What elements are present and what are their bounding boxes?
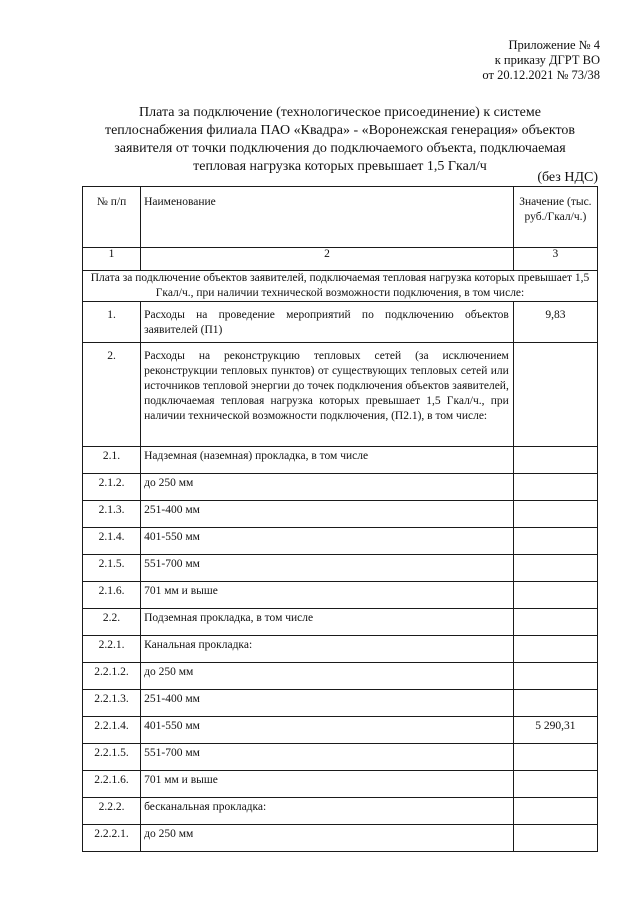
row-name: 551-700 мм <box>144 747 200 759</box>
row-number: 2.2.1.3. <box>94 693 129 705</box>
row-number: 2.2.1. <box>98 639 125 651</box>
table-header-row <box>83 187 598 248</box>
row-value <box>514 663 597 667</box>
table-row <box>83 555 598 582</box>
row-name: Канальная прокладка: <box>144 639 253 651</box>
order-reference: к приказу ДГРТ ВО <box>494 53 600 67</box>
table-row <box>83 302 598 343</box>
title-line-4: тепловая нагрузка которых превышает 1,5 Гкал/ч <box>193 159 487 174</box>
row-number: 2.2.1.5. <box>94 747 129 759</box>
row-name: 251-400 мм <box>144 504 200 516</box>
row-name: до 250 мм <box>144 666 194 678</box>
row-value <box>514 771 597 775</box>
table-row <box>83 528 598 555</box>
row-value: 5 290,31 <box>535 720 576 732</box>
row-number: 2.1.3. <box>98 504 125 516</box>
row-name: 251-400 мм <box>144 693 200 705</box>
table-row <box>83 609 598 636</box>
table-row <box>83 474 598 501</box>
section-row <box>83 271 598 302</box>
vat-note: (без НДС) <box>537 170 598 185</box>
row-value <box>514 582 597 586</box>
row-value: 9,83 <box>545 309 566 321</box>
table-row <box>83 447 598 474</box>
column-numbers-row <box>83 248 598 271</box>
row-name: 701 мм и выше <box>144 585 218 597</box>
row-number: 2.1.4. <box>98 531 125 543</box>
appendix-header <box>482 38 600 83</box>
row-name: 401-550 мм <box>144 531 200 543</box>
table-row <box>83 582 598 609</box>
row-name: Расходы на проведение мероприятий по подключению объектов заявителей (П1) <box>144 309 509 336</box>
row-name: 401-550 мм <box>144 720 200 732</box>
row-name: бесканальная прокладка: <box>144 801 267 813</box>
row-number: 2.2. <box>102 612 121 624</box>
table-row <box>83 771 598 798</box>
row-number: 2. <box>107 350 116 362</box>
row-name: Расходы на реконструкцию тепловых сетей (за исключением реконструкции тепловых пунктов) от существующих тепловых сетей или источников тепловой энергии до точек подключения объектов заявителей, подключаемая тепловая нагрузка которых превышает 1,5 Гкал/ч., при наличии технической возможности подключения, (П2.1), в том числе: <box>144 350 509 422</box>
table-row <box>83 825 598 852</box>
row-number: 2.1. <box>102 450 121 462</box>
row-value <box>514 636 597 640</box>
row-value <box>514 690 597 694</box>
tariff-table <box>82 186 598 852</box>
column-number-2: 2 <box>141 248 514 271</box>
document-title <box>70 104 610 176</box>
row-number: 1. <box>107 309 116 321</box>
title-line-3: заявителя от точки подключения до подключаемого объекта, подключаемая <box>114 141 566 156</box>
title-line-1: Плата за подключение (технологическое присоединение) к системе <box>139 105 541 120</box>
column-number-1: 1 <box>83 248 141 271</box>
row-number: 2.1.5. <box>98 558 125 570</box>
row-name: до 250 мм <box>144 477 194 489</box>
row-number: 2.2.1.2. <box>94 666 129 678</box>
row-value <box>514 609 597 613</box>
row-number: 2.2.1.4. <box>94 720 129 732</box>
row-value <box>514 343 597 353</box>
row-number: 2.2.2. <box>98 801 125 813</box>
row-value <box>514 744 597 748</box>
table-row <box>83 744 598 771</box>
row-number: 2.1.2. <box>98 477 125 489</box>
header-value: Значение (тыс. руб./Гкал/ч.) <box>513 187 597 248</box>
row-value <box>514 501 597 505</box>
row-value <box>514 528 597 532</box>
row-name: Надземная (наземная) прокладка, в том числе <box>144 450 369 462</box>
table-row <box>83 636 598 663</box>
table-row <box>83 717 598 744</box>
row-value <box>514 555 597 559</box>
header-number: № п/п <box>83 187 141 248</box>
row-name: 551-700 мм <box>144 558 200 570</box>
table-row <box>83 663 598 690</box>
row-number: 2.1.6. <box>98 585 125 597</box>
title-line-2: теплоснабжения филиала ПАО «Квадра» - «Воронежская генерация» объектов <box>104 123 576 138</box>
order-date: от 20.12.2021 № 73/38 <box>482 68 600 82</box>
column-number-3: 3 <box>513 248 597 271</box>
header-name: Наименование <box>141 187 514 248</box>
row-name: Подземная прокладка, в том числе <box>144 612 314 624</box>
table-row <box>83 501 598 528</box>
row-name: 701 мм и выше <box>144 774 218 786</box>
table-row <box>83 343 598 447</box>
appendix-number: Приложение № 4 <box>508 38 600 52</box>
row-value <box>514 447 597 451</box>
table-row <box>83 690 598 717</box>
section-heading: Плата за подключение объектов заявителей, подключаемая тепловая нагрузка которых превышает 1,5 Гкал/ч., при наличии технической возможности подключения, в том числе: <box>83 271 598 302</box>
row-value <box>514 474 597 478</box>
row-number: 2.2.2.1. <box>94 828 129 840</box>
row-name: до 250 мм <box>144 828 194 840</box>
row-value <box>514 798 597 802</box>
table-row <box>83 798 598 825</box>
row-value <box>514 825 597 829</box>
row-number: 2.2.1.6. <box>94 774 129 786</box>
